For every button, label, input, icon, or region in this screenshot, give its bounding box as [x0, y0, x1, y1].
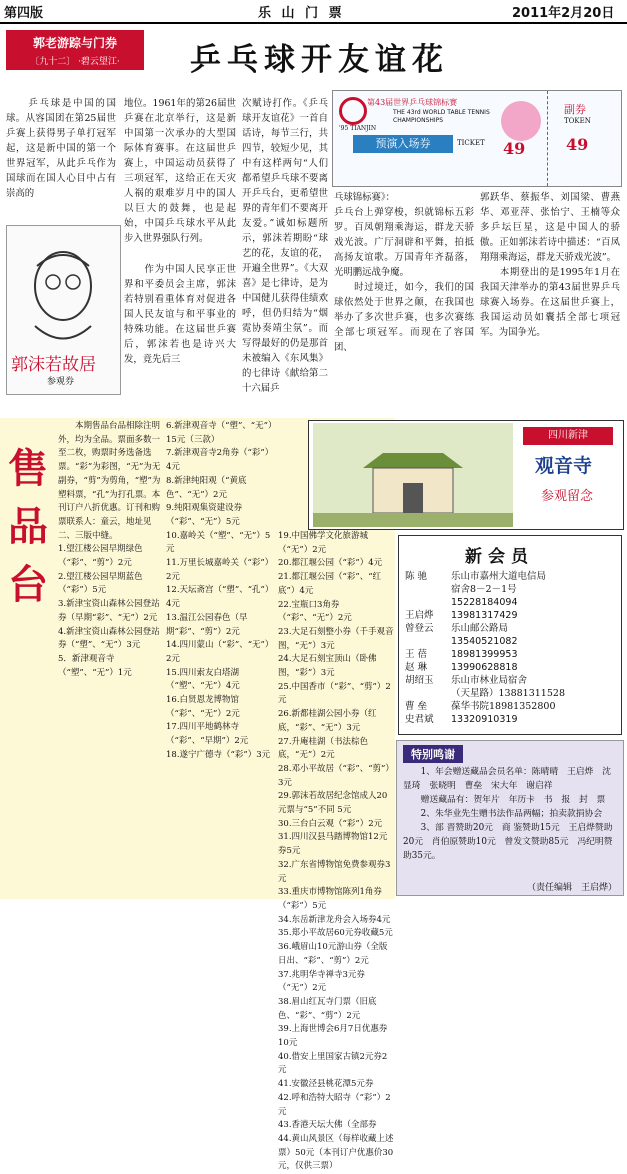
temple-ticket	[308, 420, 624, 530]
ticket-label-en: TICKET	[457, 139, 485, 147]
temple-name: 观音寺	[535, 455, 593, 477]
member-row: （天星路）13881311528	[451, 688, 565, 699]
stub-title: 副券	[564, 103, 586, 116]
market-title: 售品台	[8, 445, 48, 608]
article-col-1b: 地位。1961年的第26届世乒赛在北京举行，这是新中国第一次承办的大型国际体育赛事。在这届世乒赛上，中国运动员获得了三项冠军，这给正在天灾人祸的艰难岁月中的国人以巨大的鼓舞，也是起始，中国乒乓球水平从此步入世界强队行列。	[124, 98, 236, 244]
ticket-number: 49	[503, 139, 526, 158]
portrait-illustration	[7, 226, 120, 346]
ticket-line2: THE 43rd WORLD TABLE TENNIS CHAMPIONSHIPS	[393, 109, 490, 124]
temple-illustration	[313, 423, 513, 529]
ticket-stub	[547, 91, 622, 186]
ticket-year: '95 TIANJIN	[339, 125, 377, 132]
ticket-line1: 第43届世界乒乓球锦标赛	[367, 98, 458, 107]
member-row: 陈 驰 乐山市嘉州大道电信局	[405, 571, 547, 582]
article-col-1: 乒乓球是中国的国球。从容国团在第25届世乒赛上获得男子单打冠军起，这是新中国的第一个世界冠军，从此乒乓作为国球而在国人心目中占有崇高的	[6, 98, 116, 199]
market-col-1: 本期售品台品相除注明外，均为全品。票面多数一至二枚，购票时务选备选票。“彩”为彩图，“无”为无副券，“剪”为剪角，“塑”为塑料票，“孔”为打孔票。本刊订户八折优惠。订刊和购票联系人：童云，地址见二、三版中缝。 1.望江楼公园早期绿色（“彩”、“剪”）2元 2.望江楼公园早期蓝色（“彩”）5元 3.新津宝资山森林公园登站券（早期“彩”、“无”）2元 4.新津宝资山森林公园登站券（“塑”、“无”）3元 5．新津观音寺（“塑”、“无”）1元	[58, 421, 161, 678]
member-row: 史君斌 13320910319	[405, 714, 518, 725]
issue-date: 2011年2月20日	[512, 6, 615, 21]
portrait-sub: 参观券	[47, 377, 75, 387]
members-title: 新会员	[465, 547, 534, 567]
headline: 乒乓球开友谊花	[190, 42, 449, 78]
member-row: 曹 垒 葆华书院18981352800	[405, 701, 556, 712]
paper-title: 乐 山 门 票	[258, 6, 345, 21]
thanks-text: 1、年会赠送藏品会员名单：陈晴晴 王启烨 沈显琦 张晓明 曹垒 宋大年 谢启祥 赠送藏品有：贺年片 年历卡 书 报 封 票 2、朱华业先生赠书法作品两幅；拍卖款捐协会 3、部 晋赞助20元 商 鉴赞助15元 王启烨赞助20元 肖伯原赞助10元 曾发文赞助85元 冯纪明赞助35元。	[403, 767, 613, 861]
stub-number: 49	[566, 135, 589, 154]
pingpong-ticket	[332, 90, 622, 187]
page-number: 第四版	[4, 6, 44, 21]
page-header	[0, 0, 627, 24]
article-col-4: 乓球锦标赛》： 乒乓台上弹穿梭，织就锦标五彩罗。百凤朝翔乘海运，群龙天骄戏光波。广厅洞辟和平舞，拍抵高扬友谊歌。万国青年齐磊落，光明鹏远战争魔。 时过境迁，如今，我们的国球依然处于世界之颠，在我国也举办了多次世乒赛，也多次赛练全部七项冠军。而现在了容国团、	[334, 192, 474, 353]
thanks-title: 特别鸣谢	[403, 745, 463, 763]
members-list	[405, 570, 615, 726]
temple-tag: 四川新津	[523, 427, 613, 445]
series-subtitle: 〔九十二〕 ·碧云望江·	[30, 57, 120, 67]
member-row: 赵 琳 13990628818	[405, 662, 518, 673]
member-row: 曾登云 乐山邮公路局	[405, 623, 509, 634]
article-col-2: 作为中国人民享正世界和平委员会主席，郭沫若特别看重体育对促进各国人民友谊与和平事业的特殊功能。在这届世乒赛后，郭沫若也是诗兴大发，竟先后三	[124, 264, 236, 365]
series-title: 郭老游踪与门券	[32, 36, 117, 50]
series-badge	[6, 30, 144, 70]
market-col-3: 19.中国佛学文化旅游城（“无”）2元 20.都江堰公园（“彩”）4元 21.都江堰公园（“彩”、“红底”）4元 22.宝瓶口3角券（“彩”、“无”）2元 23.大足石刻整小券（千手观音图，“无”）3元 24.大足石刻宝顶山（卧佛图，“彩”）3元 25.中国香市（“彩”、“剪”）2元 26.新都桂湖公园小券（红底，“彩”、“无”）3元 27.升庵桂湖（书法棕色底，“无”）2元 28.邓小平故居（“彩”、“剪”）3元 29.郭沫若故居纪念馆成人20元票与“5”不同 5元 30.三台白云观（“彩”）2元 31.四川汉县马踏博物馆12元券5元 32.广东省博物馆免费参观券3元 33.重庆市博物馆陈列1角券（“彩”）5元 34.东岳新津龙舟会入场券4元 35.郑小平故居60元券收藏5元 36.峨眉山10元游山券（全版日出、“彩”、“剪”）2元 37.兆明华寺禅寺3元券（“无”）2元 38.眉山红瓦寺门票（旧底色、“彩”、“剪”）2元 39.上海世博会6月7日优惠券10元 40.借安上里国家古镇2元券2元 41.安徽泾县桃花潭5元券 42.呼和浩特大昭寺（“彩”）2元 43.香港天坛大佛（全部券 44.黄山风景区（每样收藏上述票）50元（本刊订户优惠价30元，仅供三票）	[278, 531, 394, 1172]
stub-en: TOKEN	[564, 117, 591, 125]
portrait-caption: 郭沫若故居	[11, 355, 96, 375]
member-row: 13540521082	[451, 636, 518, 647]
market-col-2: 6.新津观音寺（“塑”、“无”）15元（三款） 7.新津观音寺2角券（“彩”）4元 8.新津纯阳观（“黄底色”、“无”）2元 9.纯阳观集资建设券（“彩”、“无”）5元 10.嘉岭关（“塑”、“无”）5元 11.万里长城嘉岭关（“彩”）2元 12.天坛斋宫（“塑”、“孔”）4元 13.温江公园春色（早期“彩”、“剪”）2元 14.四川蒙山（“彩”、“无”）2元 15.四川索友白塔湖（“塑”、“无”）4元 16.白贤恩龙博物馆（“彩”、“无”）2元 17.四川平地鹤林寺（“彩”、“早期”）2元 18.遂宁广德寺（“彩”）3元	[166, 421, 274, 760]
portrait-ticket	[6, 225, 121, 395]
mascot-icon	[501, 101, 541, 141]
member-row: 15228184094	[451, 597, 518, 608]
ticket-label: 预演入场券	[353, 135, 453, 153]
member-row: 王 蓓 18981399953	[405, 649, 518, 660]
article-col-5: 郭跃华、蔡振华、刘国梁、曹燕华、邓亚萍、张怡宁、王楠等众多乒坛巨星，这是中国人的骄傲。正如郭沫若诗中描述：“百凤翔翔乘海运，群龙天骄戏光波”。 本期登出的是1995年1月在我国天津举办的第43届世界乒乓球赛入场券。在这届世乒赛上，我国运动员如囊括全部七项冠军。为国争光。	[480, 192, 620, 338]
temple-sub: 参观留念	[541, 489, 594, 504]
member-row: 胡绍玉 乐山市林业局宿舍	[405, 675, 528, 686]
editor-credit: （责任编辑 王启烨）	[526, 883, 617, 893]
member-row: 宿舍8－2－1号	[451, 584, 517, 595]
logo-icon	[339, 97, 367, 125]
article-col-3: 次赋诗打作。《乒乓球开友谊花》一首自话诗，每节三行，共四节，较短少见，其中有这样两句“人们都希望乒乓球不要离开乒乓台，更希望世界的青年们不要离开友爱。”诚如标题所示，郭沫若期盼“球艺的花，友谊的花，开遍全世界”。《大双喜》是七律诗，是为中国健儿获得佳绩欢呼，但仍归结为“烟霓协奏靖尘氛”。而写得最好的仍是那首未被编入《东风集》的七律诗《献给第二十六届乒	[242, 98, 328, 394]
new-members-box	[398, 535, 622, 735]
special-thanks-box	[396, 740, 624, 896]
member-row: 王启烨 13981317429	[405, 610, 518, 621]
